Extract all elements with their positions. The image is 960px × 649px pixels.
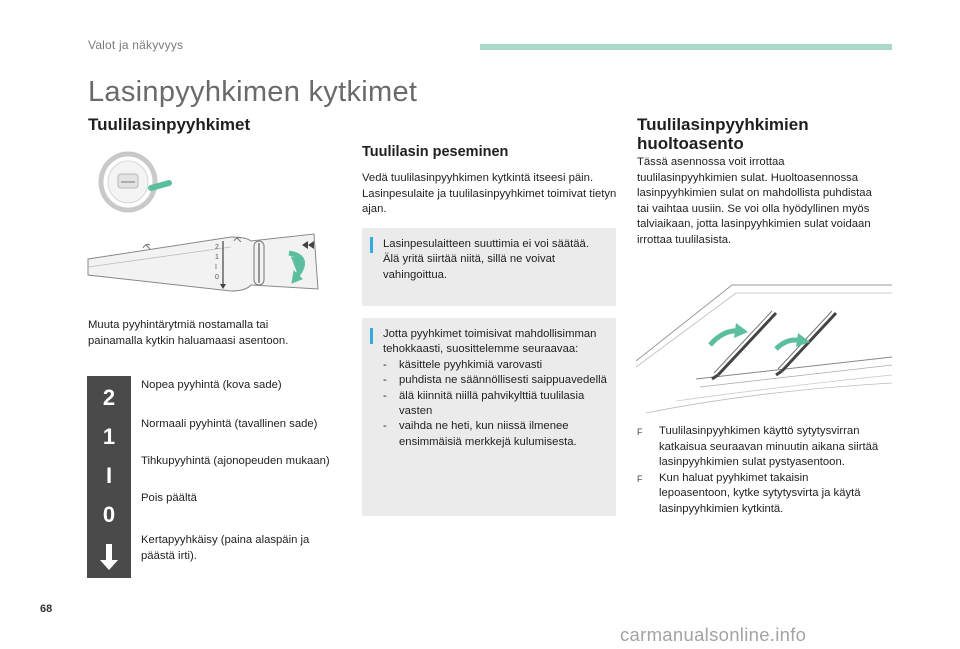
- position-2-label: Nopea pyyhintä (kova sade): [141, 379, 282, 391]
- care-list: [383, 358, 608, 450]
- single-wipe-label: Kertapyyhkäisy (paina alaspäin ja päästä irti).: [141, 534, 310, 562]
- wipers-intro: Muuta pyyhintärytmiä nostamalla tai painamalla kytkin haluamaasi asentoon.: [88, 319, 289, 347]
- position-0-icon: 0: [87, 493, 131, 537]
- switch-mark: 2: [215, 244, 219, 251]
- page-number: 68: [40, 603, 53, 615]
- switch-mark: 0: [215, 274, 219, 281]
- notes-list: [637, 424, 882, 517]
- switch-mark: 1: [215, 254, 219, 261]
- windscreen-illustration: [636, 283, 892, 417]
- switch-mark: I: [215, 264, 217, 271]
- list-item: - puhdista ne säännöllisesti saippuavedellä: [383, 373, 608, 388]
- info-marker: [370, 237, 373, 253]
- page-title: Lasinpyyhkimen kytkimet: [88, 76, 418, 108]
- service-position-body: Tässä asennossa voit irrottaa tuulilasinpyyhkimien sulat. Huoltoasennossa lasinpyyhkimien sulat on mahdollista puhdistaa tai vaihtaa uusiin. Se voi olla hyödyllinen myös talviaikaan, jotta lasinpyyhkimien sulat voidaan irrottaa tuulilasista.: [637, 156, 872, 246]
- wiper-stalk-illustration: [86, 229, 331, 299]
- info-care-intro: Jotta pyyhkimet toimisivat mahdollisimman tehokkaasti, suosittelemme seuraavaa:: [383, 328, 597, 356]
- section-label: Valot ja näkyvyys: [88, 38, 184, 52]
- list-item: - käsittele pyyhkimiä varovasti: [383, 358, 608, 373]
- list-item: [637, 471, 882, 518]
- info-box-nozzles: [362, 228, 616, 306]
- header-bar: [480, 44, 892, 50]
- list-item: - vaihda ne heti, kun niissä ilmenee ensimmäisiä merkkejä kulumisesta.: [383, 419, 608, 450]
- list-item: [637, 424, 882, 471]
- list-item: - älä kiinnitä niillä pahvikylttiä tuulilasia vasten: [383, 389, 608, 420]
- wipers-heading: Tuulilasinpyyhkimet: [88, 115, 251, 134]
- info-nozzles-text: Lasinpesulaitteen suuttimia ei voi säätää. Älä yritä siirtää niitä, sillä ne voivat vahingoittua.: [383, 238, 589, 281]
- position-1-icon: 1: [87, 415, 131, 459]
- note-text: Kun haluat pyyhkimet takaisin lepoasentoon, kytke sytytysvirta ja käytä lasinpyyhkimien kytkintä.: [659, 471, 861, 515]
- washing-heading: Tuulilasin peseminen: [362, 144, 509, 160]
- note-text: Tuulilasinpyyhkimen käyttö sytytysvirran katkaisua seuraavan minuutin aikana siirtää lasinpyyhkimien sulat pystyasentoon.: [659, 425, 879, 468]
- position-0-label: Pois päältä: [141, 492, 197, 504]
- service-notes: [637, 424, 882, 517]
- note-marker-icon: F: [637, 473, 643, 484]
- down-arrow-icon: [87, 534, 131, 578]
- washing-body: Vedä tuulilasinpyyhkimen kytkintä itseesi päin. Lasinpesulaite ja tuulilasinpyyhkimet toimivat tietyn ajan.: [362, 172, 617, 215]
- service-position-heading: Tuulilasinpyyhkimien huoltoasento: [637, 115, 809, 153]
- note-marker-icon: F: [637, 427, 643, 437]
- info-marker: [370, 328, 373, 344]
- watermark: carmanualsonline.info: [620, 624, 807, 645]
- info-box-care: [362, 318, 616, 516]
- info-care-text: [383, 327, 608, 450]
- steering-wheel-illustration: [96, 148, 176, 216]
- position-2-icon: 2: [87, 376, 131, 420]
- position-intermittent-label: Tihkupyyhintä (ajonopeuden mukaan): [141, 455, 330, 467]
- position-1-label: Normaali pyyhintä (tavallinen sade): [141, 418, 318, 430]
- position-intermittent-icon: I: [87, 454, 131, 498]
